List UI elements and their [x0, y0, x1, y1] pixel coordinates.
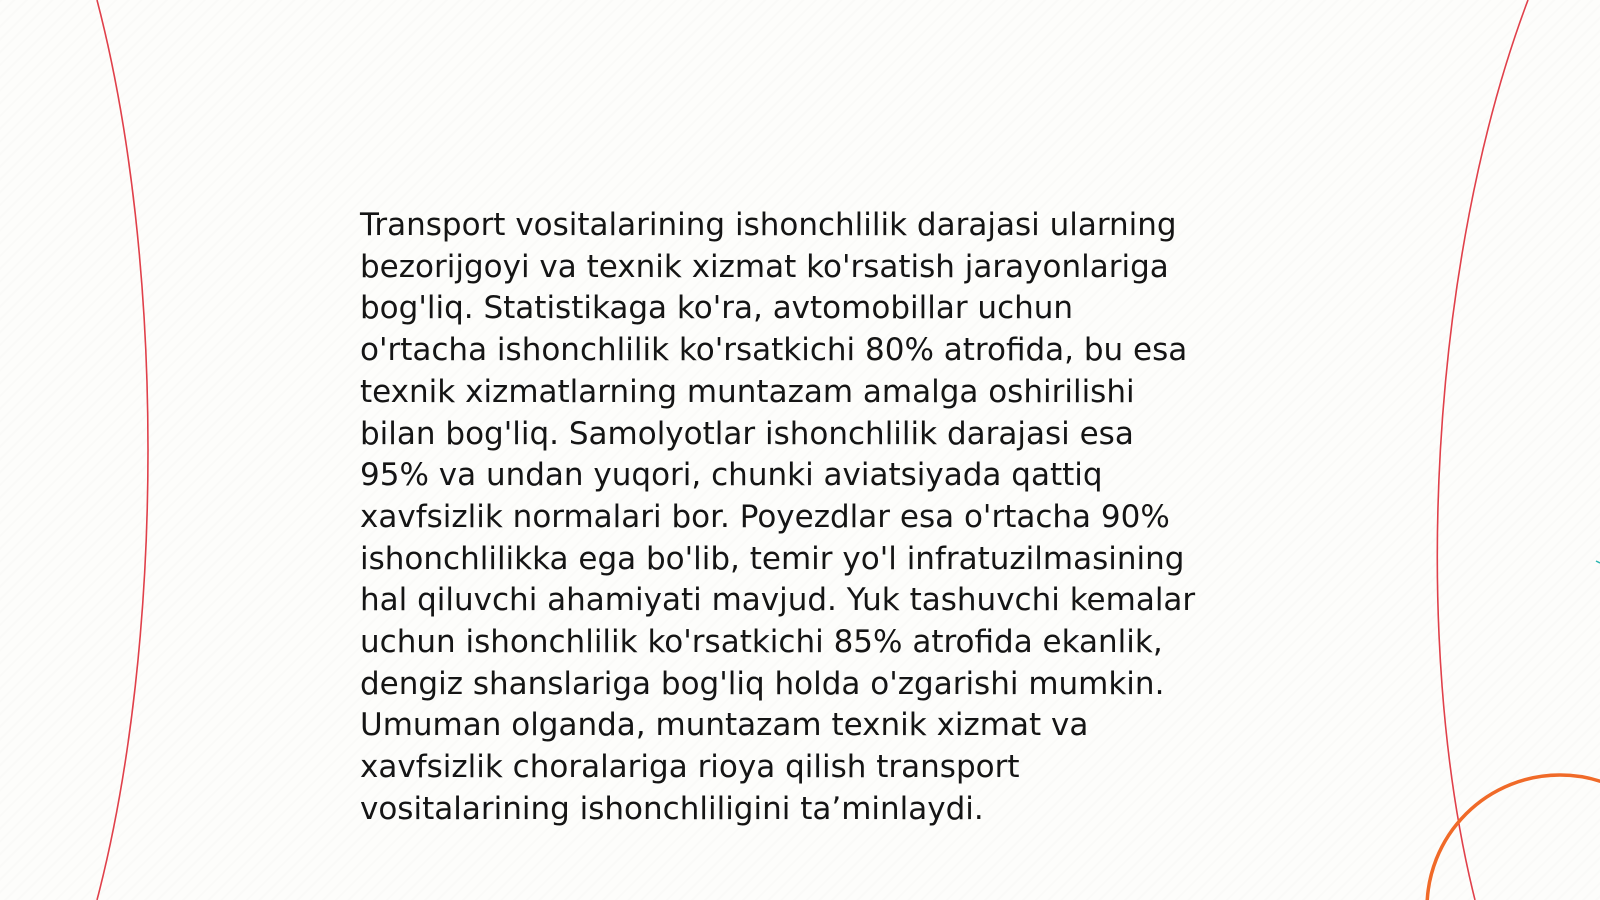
orange-arc-decoration — [1427, 775, 1600, 900]
left-curve-decoration — [97, 0, 148, 900]
body-paragraph: Transport vositalarining ishonchlilik darajasi ularning bezorijgoyi va texnik xizmat ko'rsatish jarayonlariga bog'liq. Statistikaga ko'ra, avtomobillar uchun o'rtacha ishonchlilik ko'rsatkichi 80% atrofida, bu esa texnik xizmatlarning muntazam amalga oshirilishi bilan bog'liq. Samolyotlar ishonchlilik darajasi esa 95% va undan yuqori, chunki aviatsiyada qattiq xavfsizlik normalari bor. Poyezdlar esa o'rtacha 90% ishonchlilikka ega bo'lib, temir yo'l infratuzilmasining hal qiluvchi ahamiyati mavjud. Yuk tashuvchi kemalar uchun ishonchlilik ko'rsatkichi 85% atrofida ekanlik, dengiz shanslariga bog'liq holda o'zgarishi mumkin. Umuman olganda, muntazam texnik xizmat va xavfsizlik choralariga rioya qilish transport vositalarining ishonchliligini ta’minlaydi. — [360, 207, 1196, 827]
right-curve-decoration — [1437, 0, 1528, 900]
teal-mark-decoration — [1596, 561, 1600, 563]
